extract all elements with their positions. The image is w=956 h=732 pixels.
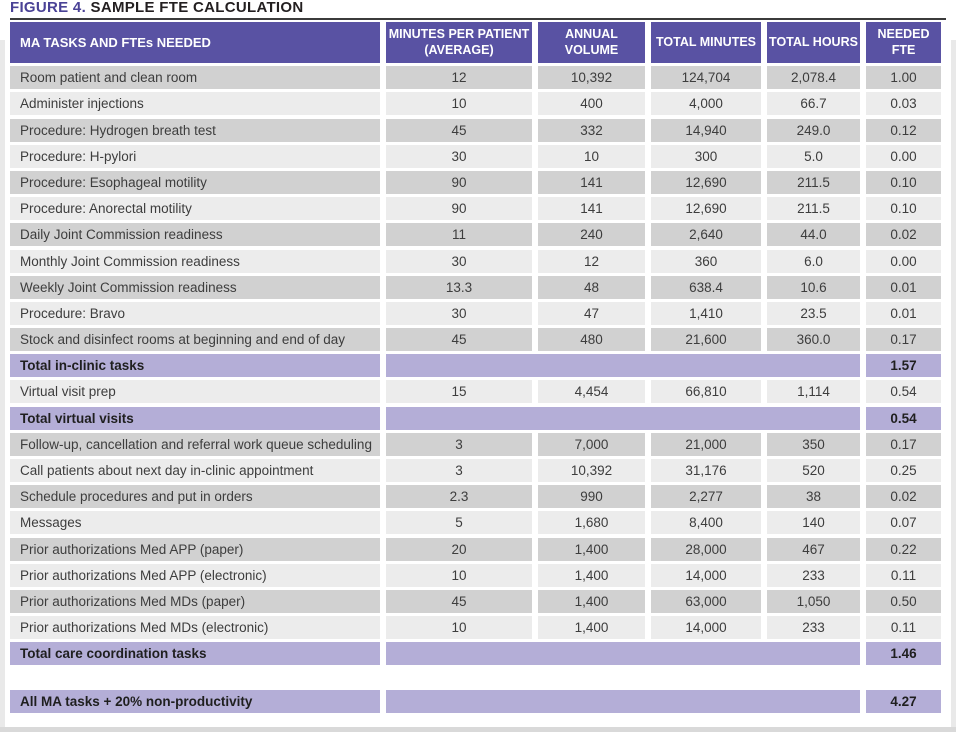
annual-volume-cell: 7,000 bbox=[538, 433, 645, 456]
minutes-per-patient-cell: 45 bbox=[386, 328, 532, 351]
total-hours-cell: 360.0 bbox=[767, 328, 860, 351]
total-hours-cell: 2,078.4 bbox=[767, 66, 860, 89]
total-row-merged-cell bbox=[386, 354, 860, 377]
total-fte-value: 1.46 bbox=[866, 642, 941, 665]
minutes-per-patient-cell: 10 bbox=[386, 92, 532, 115]
figure-title-text: SAMPLE FTE CALCULATION bbox=[90, 0, 304, 16]
fte-table bbox=[10, 22, 946, 665]
column-header-total-minutes: TOTAL MINUTES bbox=[651, 22, 761, 63]
total-minutes-cell: 21,600 bbox=[651, 328, 761, 351]
task-cell: Monthly Joint Commission readiness bbox=[10, 250, 380, 273]
needed-fte-cell: 0.02 bbox=[866, 485, 941, 508]
column-header-needed-fte: NEEDED FTE bbox=[866, 22, 941, 63]
figure-title bbox=[10, 0, 946, 16]
task-cell: Stock and disinfect rooms at beginning and end of day bbox=[10, 328, 380, 351]
needed-fte-cell: 0.01 bbox=[866, 302, 941, 325]
total-row-merged-cell bbox=[386, 642, 860, 665]
needed-fte-cell: 0.17 bbox=[866, 433, 941, 456]
total-hours-cell: 140 bbox=[767, 511, 860, 534]
minutes-per-patient-cell: 11 bbox=[386, 223, 532, 246]
total-hours-cell: 467 bbox=[767, 538, 860, 561]
annual-volume-cell: 4,454 bbox=[538, 380, 645, 403]
total-fte-value: 0.54 bbox=[866, 407, 941, 430]
annual-volume-cell: 1,400 bbox=[538, 564, 645, 587]
task-cell: Prior authorizations Med APP (electronic) bbox=[10, 564, 380, 587]
needed-fte-cell: 0.11 bbox=[866, 564, 941, 587]
annual-volume-cell: 1,680 bbox=[538, 511, 645, 534]
total-row-merged-cell bbox=[386, 407, 860, 430]
total-hours-cell: 66.7 bbox=[767, 92, 860, 115]
annual-volume-cell: 480 bbox=[538, 328, 645, 351]
total-hours-cell: 38 bbox=[767, 485, 860, 508]
annual-volume-cell: 48 bbox=[538, 276, 645, 299]
minutes-per-patient-cell: 15 bbox=[386, 380, 532, 403]
needed-fte-cell: 0.22 bbox=[866, 538, 941, 561]
minutes-per-patient-cell: 12 bbox=[386, 66, 532, 89]
page-edge-bottom bbox=[0, 727, 956, 732]
annual-volume-cell: 10,392 bbox=[538, 66, 645, 89]
needed-fte-cell: 0.10 bbox=[866, 171, 941, 194]
total-minutes-cell: 300 bbox=[651, 145, 761, 168]
title-rule bbox=[10, 18, 946, 20]
figure-label: FIGURE 4. bbox=[10, 0, 87, 16]
minutes-per-patient-cell: 30 bbox=[386, 250, 532, 273]
task-cell: Procedure: Esophageal motility bbox=[10, 171, 380, 194]
annual-volume-cell: 12 bbox=[538, 250, 645, 273]
total-hours-cell: 520 bbox=[767, 459, 860, 482]
needed-fte-cell: 0.00 bbox=[866, 145, 941, 168]
total-hours-cell: 23.5 bbox=[767, 302, 860, 325]
task-cell: Procedure: Bravo bbox=[10, 302, 380, 325]
task-cell: Procedure: Anorectal motility bbox=[10, 197, 380, 220]
summary-row-label: All MA tasks + 20% non-productivity bbox=[10, 690, 380, 713]
annual-volume-cell: 47 bbox=[538, 302, 645, 325]
total-minutes-cell: 31,176 bbox=[651, 459, 761, 482]
total-minutes-cell: 2,640 bbox=[651, 223, 761, 246]
column-header-volume: ANNUAL VOLUME bbox=[538, 22, 645, 63]
needed-fte-cell: 0.01 bbox=[866, 276, 941, 299]
minutes-per-patient-cell: 2.3 bbox=[386, 485, 532, 508]
minutes-per-patient-cell: 3 bbox=[386, 433, 532, 456]
page-edge-right bbox=[951, 40, 956, 732]
total-hours-cell: 10.6 bbox=[767, 276, 860, 299]
task-cell: Follow-up, cancellation and referral work queue scheduling bbox=[10, 433, 380, 456]
column-header-total-hours: TOTAL HOURS bbox=[767, 22, 860, 63]
task-cell: Room patient and clean room bbox=[10, 66, 380, 89]
needed-fte-cell: 0.07 bbox=[866, 511, 941, 534]
total-minutes-cell: 2,277 bbox=[651, 485, 761, 508]
needed-fte-cell: 0.10 bbox=[866, 197, 941, 220]
task-cell: Procedure: Hydrogen breath test bbox=[10, 119, 380, 142]
total-minutes-cell: 12,690 bbox=[651, 171, 761, 194]
total-fte-value: 1.57 bbox=[866, 354, 941, 377]
page-edge-left bbox=[0, 40, 5, 732]
total-minutes-cell: 21,000 bbox=[651, 433, 761, 456]
needed-fte-cell: 0.50 bbox=[866, 590, 941, 613]
needed-fte-cell: 0.03 bbox=[866, 92, 941, 115]
summary-fte-value: 4.27 bbox=[866, 690, 941, 713]
column-header-tasks: MA TASKS AND FTEs NEEDED bbox=[10, 22, 380, 63]
annual-volume-cell: 400 bbox=[538, 92, 645, 115]
annual-volume-cell: 141 bbox=[538, 171, 645, 194]
minutes-per-patient-cell: 90 bbox=[386, 197, 532, 220]
minutes-per-patient-cell: 10 bbox=[386, 564, 532, 587]
total-minutes-cell: 28,000 bbox=[651, 538, 761, 561]
minutes-per-patient-cell: 30 bbox=[386, 302, 532, 325]
minutes-per-patient-cell: 13.3 bbox=[386, 276, 532, 299]
total-minutes-cell: 66,810 bbox=[651, 380, 761, 403]
annual-volume-cell: 240 bbox=[538, 223, 645, 246]
annual-volume-cell: 332 bbox=[538, 119, 645, 142]
total-hours-cell: 233 bbox=[767, 616, 860, 639]
column-header-minutes: MINUTES PER PATIENT (AVERAGE) bbox=[386, 22, 532, 63]
total-minutes-cell: 8,400 bbox=[651, 511, 761, 534]
annual-volume-cell: 10 bbox=[538, 145, 645, 168]
total-hours-cell: 44.0 bbox=[767, 223, 860, 246]
task-cell: Procedure: H-pylori bbox=[10, 145, 380, 168]
task-cell: Prior authorizations Med MDs (paper) bbox=[10, 590, 380, 613]
total-hours-cell: 6.0 bbox=[767, 250, 860, 273]
total-minutes-cell: 12,690 bbox=[651, 197, 761, 220]
total-hours-cell: 5.0 bbox=[767, 145, 860, 168]
total-hours-cell: 211.5 bbox=[767, 171, 860, 194]
total-minutes-cell: 14,000 bbox=[651, 616, 761, 639]
task-cell: Prior authorizations Med MDs (electronic) bbox=[10, 616, 380, 639]
total-hours-cell: 233 bbox=[767, 564, 860, 587]
task-cell: Schedule procedures and put in orders bbox=[10, 485, 380, 508]
total-minutes-cell: 638.4 bbox=[651, 276, 761, 299]
annual-volume-cell: 1,400 bbox=[538, 538, 645, 561]
total-minutes-cell: 124,704 bbox=[651, 66, 761, 89]
total-minutes-cell: 1,410 bbox=[651, 302, 761, 325]
needed-fte-cell: 0.02 bbox=[866, 223, 941, 246]
minutes-per-patient-cell: 45 bbox=[386, 590, 532, 613]
total-hours-cell: 1,114 bbox=[767, 380, 860, 403]
needed-fte-cell: 1.00 bbox=[866, 66, 941, 89]
total-row-label: Total virtual visits bbox=[10, 407, 380, 430]
minutes-per-patient-cell: 20 bbox=[386, 538, 532, 561]
minutes-per-patient-cell: 90 bbox=[386, 171, 532, 194]
annual-volume-cell: 990 bbox=[538, 485, 645, 508]
annual-volume-cell: 141 bbox=[538, 197, 645, 220]
needed-fte-cell: 0.12 bbox=[866, 119, 941, 142]
total-hours-cell: 1,050 bbox=[767, 590, 860, 613]
minutes-per-patient-cell: 45 bbox=[386, 119, 532, 142]
task-cell: Daily Joint Commission readiness bbox=[10, 223, 380, 246]
total-minutes-cell: 14,940 bbox=[651, 119, 761, 142]
task-cell: Administer injections bbox=[10, 92, 380, 115]
needed-fte-cell: 0.17 bbox=[866, 328, 941, 351]
total-minutes-cell: 360 bbox=[651, 250, 761, 273]
summary-row bbox=[10, 690, 946, 713]
task-cell: Prior authorizations Med APP (paper) bbox=[10, 538, 380, 561]
total-hours-cell: 211.5 bbox=[767, 197, 860, 220]
summary-row-merged-cell bbox=[386, 690, 860, 713]
minutes-per-patient-cell: 3 bbox=[386, 459, 532, 482]
figure-content bbox=[10, 0, 946, 713]
total-hours-cell: 249.0 bbox=[767, 119, 860, 142]
annual-volume-cell: 1,400 bbox=[538, 590, 645, 613]
minutes-per-patient-cell: 10 bbox=[386, 616, 532, 639]
annual-volume-cell: 10,392 bbox=[538, 459, 645, 482]
task-cell: Virtual visit prep bbox=[10, 380, 380, 403]
total-row-label: Total in-clinic tasks bbox=[10, 354, 380, 377]
task-cell: Call patients about next day in-clinic appointment bbox=[10, 459, 380, 482]
minutes-per-patient-cell: 5 bbox=[386, 511, 532, 534]
total-hours-cell: 350 bbox=[767, 433, 860, 456]
needed-fte-cell: 0.25 bbox=[866, 459, 941, 482]
total-minutes-cell: 14,000 bbox=[651, 564, 761, 587]
annual-volume-cell: 1,400 bbox=[538, 616, 645, 639]
task-cell: Messages bbox=[10, 511, 380, 534]
needed-fte-cell: 0.11 bbox=[866, 616, 941, 639]
minutes-per-patient-cell: 30 bbox=[386, 145, 532, 168]
total-minutes-cell: 63,000 bbox=[651, 590, 761, 613]
task-cell: Weekly Joint Commission readiness bbox=[10, 276, 380, 299]
total-minutes-cell: 4,000 bbox=[651, 92, 761, 115]
needed-fte-cell: 0.00 bbox=[866, 250, 941, 273]
needed-fte-cell: 0.54 bbox=[866, 380, 941, 403]
total-row-label: Total care coordination tasks bbox=[10, 642, 380, 665]
table-footer-gap bbox=[10, 665, 946, 690]
